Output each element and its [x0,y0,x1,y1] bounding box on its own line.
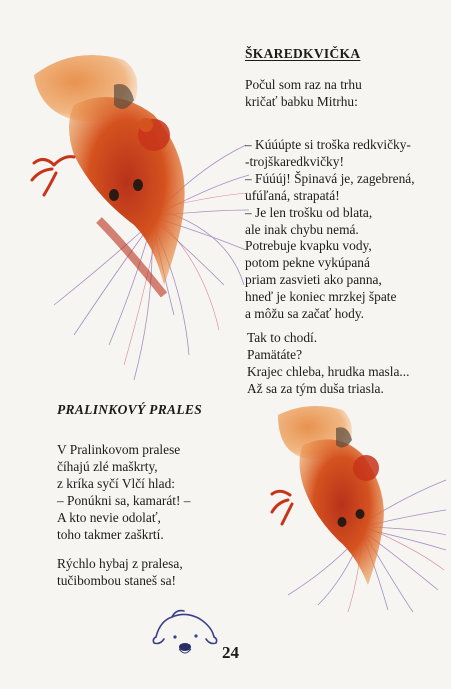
poem-line: – Ponúkni sa, kamarát! – [57,492,191,508]
poem-line: ufúľaná, strapatá! [245,187,340,203]
poem-line: z kríka syčí Vlčí hlad: [57,475,176,491]
poem-line: Rýchlo hybaj z pralesa, [57,556,183,571]
poem2-stanza-1 [57,442,191,543]
poem-line: Až sa za tým duša triasla. [247,380,384,396]
poem-line: a môžu sa začať hody. [245,306,364,322]
creature-illustration-top [14,45,250,390]
creature-illustration-bottom [248,400,448,615]
poem-line: – Fúúúj! Špinavá je, zagebrená, [245,170,415,186]
poem-line: -trojškaredkvičky! [245,153,344,169]
poem-line: V Pralinkovom pralese [57,442,181,457]
page-number: 24 [222,643,239,662]
poem1-stanza-1 [245,77,362,111]
poem-line: toho takmer zaškrtí. [57,526,164,542]
poem-line: – Kúúúpte si troška redkvičky- [245,137,411,152]
poem-line: ale inak chybu nemá. [245,221,359,237]
poem-line: Tak to chodí. [247,330,318,345]
poem-line: tučibombou staneš sa! [57,572,177,588]
poem-title-pralinkovy-prales: PRALINKOVÝ PRALES [57,402,202,417]
poem1-stanza-2 [245,137,415,323]
poem1-stanza-3 [247,330,409,398]
poem-line: A kto nevie odolať, [57,509,161,525]
poem-line: potom pekne vykúpaná [245,255,370,271]
poem-line: kričať babku Mitrhu: [245,93,358,109]
poem-line: Pamätáte? [247,346,303,362]
poem-line: číhajú zlé maškrty, [57,458,158,474]
poem2-stanza-2 [57,556,183,590]
poem-line: Krajec chleba, hrudka masla... [247,363,410,379]
poem-line: Počul som raz na trhu [245,77,362,92]
poem-line: priam zasvieti ako panna, [245,272,382,288]
poem-line: hneď je koniec mrzkej špate [245,289,397,305]
dog-doodle-icon [150,607,220,659]
poem-title-skaredkvicka: ŠKAREDKVIČKA [245,46,361,61]
poem-line: Potrebuje kvapku vody, [245,238,372,254]
poem-line: – Je len trošku od blata, [245,204,373,220]
